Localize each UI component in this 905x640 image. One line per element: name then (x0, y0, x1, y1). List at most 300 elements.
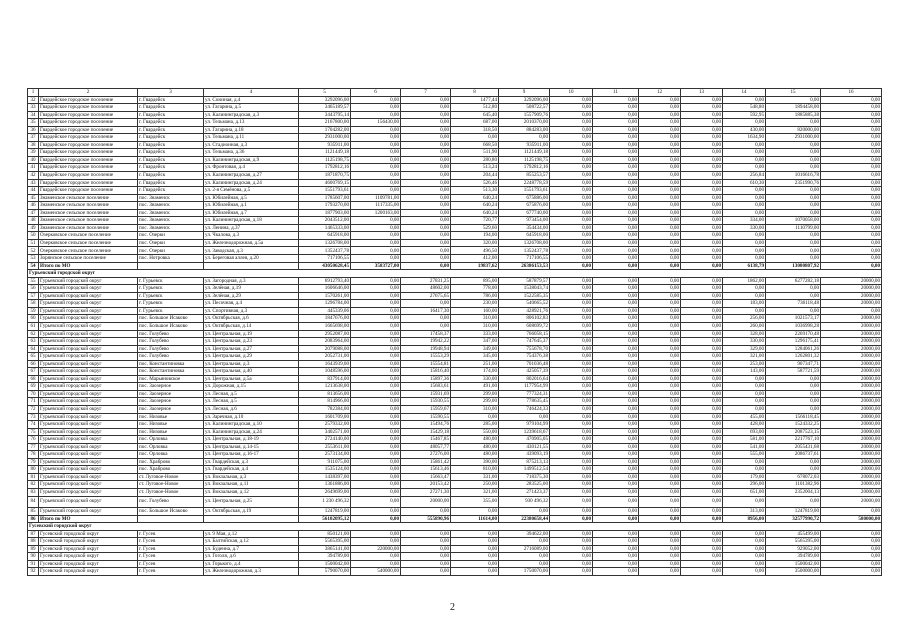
table-cell: 0,00 (451, 538, 499, 546)
table-cell: 20000,00 (821, 428, 882, 436)
table-cell: 0,00 (681, 413, 723, 421)
table-cell: 445339,06 (299, 307, 351, 315)
table-cell: 555,00 (723, 451, 766, 459)
table-cell: 0,00 (821, 164, 882, 172)
table-cell: пос. Низовье (138, 413, 204, 421)
table-cell: 746424,33 (499, 405, 550, 413)
table-cell: ул. Балтийская, д.12 (204, 538, 299, 546)
table-cell: ул. Центральная, д.29 (204, 353, 299, 361)
table-cell: 0,00 (550, 413, 593, 421)
table-cell: 2043512,00 (299, 217, 351, 225)
table-cell: 296,00 (723, 481, 766, 489)
table-cell: пос. Голубево (138, 353, 204, 361)
table-cell: г. Гурьевск (138, 307, 204, 315)
table-cell: 718375,30 (499, 473, 550, 481)
table-cell: 27271,30 (401, 488, 451, 496)
table-cell: 0,00 (681, 496, 723, 508)
table-cell: Гвардейское городское поселение (39, 187, 138, 195)
table-cell: 511,90 (451, 149, 499, 157)
table-cell: 27276,00 (401, 451, 451, 459)
table-cell: 425057,39 (499, 368, 550, 376)
table-cell: ул. Лесная, д.6 (204, 405, 299, 413)
table-cell: 0,00 (351, 413, 401, 421)
table-cell: г. Гурьевск (138, 292, 204, 300)
table-cell: 0,00 (639, 111, 681, 119)
table-cell: 60 (28, 315, 39, 323)
table-cell: 428921,76 (499, 307, 550, 315)
table-cell: 0,00 (639, 292, 681, 300)
table-row (28, 428, 882, 436)
table-cell: 12 (639, 89, 681, 97)
table-cell: 0,00 (499, 560, 550, 568)
table-cell: ул. Центральная, д.3 (204, 360, 299, 368)
table-cell: 0,00 (593, 473, 639, 481)
table-cell: 550,00 (451, 428, 499, 436)
table-cell: 91 (28, 560, 39, 568)
table-cell: 5 (299, 89, 351, 97)
table-cell: 1284061,26 (766, 345, 821, 353)
table-cell: 15897,36 (401, 375, 451, 383)
table-cell: 1177954,99 (499, 383, 550, 391)
table-cell: 194,00 (451, 232, 499, 240)
table-cell: ул. Калининградская, д.10 (204, 421, 299, 429)
table-cell: 74 (28, 421, 39, 429)
table-cell: 777324,31 (499, 390, 550, 398)
table-cell: ул. Центральная, д.40 (204, 368, 299, 376)
table-cell: 0,00 (550, 436, 593, 444)
table-cell: 645918,00 (499, 232, 550, 240)
table-cell: г. Гвардейск (138, 96, 204, 104)
table-cell: 778635,45 (499, 398, 550, 406)
table-cell: 0,00 (723, 239, 766, 247)
table-cell: 0,00 (550, 398, 593, 406)
table-cell: 0,00 (821, 149, 882, 157)
table-cell: пос. Озерки (138, 247, 204, 255)
table-cell: 0,00 (821, 538, 882, 546)
table-cell: 2079088,00 (299, 345, 351, 353)
table-cell: 0,00 (681, 390, 723, 398)
table-cell: ул. Калининградская, д.9 (204, 156, 299, 164)
table-cell: 0,00 (766, 375, 821, 383)
table-cell: Гурьевский городской округ (39, 458, 138, 466)
table-cell: 20000,00 (821, 338, 882, 346)
table-cell: пос. Голубево (138, 330, 204, 338)
table-cell: 46 (28, 202, 39, 210)
table-cell: 0,00 (550, 141, 593, 149)
table-cell: 3583727,00 (351, 262, 401, 270)
table-cell: 0,00 (550, 451, 593, 459)
table-cell: 0,00 (639, 413, 681, 421)
table-cell: пос. Марьяновское (138, 375, 204, 383)
table-cell: 0,00 (351, 300, 401, 308)
table-cell: Гвардейское городское поселение (39, 111, 138, 119)
table-cell: 280,80 (451, 156, 499, 164)
table-cell: 0,00 (766, 239, 821, 247)
table-cell: 37 (28, 134, 39, 142)
table-cell: 0,00 (766, 255, 821, 263)
table-cell: 0,00 (681, 345, 723, 353)
table-cell: 0,00 (821, 141, 882, 149)
table-cell: 0,00 (351, 345, 401, 353)
table-cell: 0,00 (593, 530, 639, 538)
table-cell: 0,00 (550, 560, 593, 568)
table-cell: ул. Калининградская, д.18 (204, 217, 299, 225)
table-cell: Гурьевский городской округ (39, 300, 138, 308)
table-cell: 0,00 (681, 488, 723, 496)
table-cell: 0,00 (550, 156, 593, 164)
table-cell: 15930,55 (401, 398, 451, 406)
table-row (28, 300, 882, 308)
table-cell: ул. Ленина, д.37 (204, 224, 299, 232)
table-row (28, 277, 882, 285)
table-cell: г. Гурьевск (138, 277, 204, 285)
table-cell: 0,00 (401, 172, 451, 180)
table-row (28, 568, 882, 576)
table-cell: 480,00 (451, 436, 499, 444)
table-cell: 1048596,00 (299, 368, 351, 376)
table-row (28, 451, 882, 459)
table-cell: 0,00 (593, 330, 639, 338)
table-cell: 0,00 (593, 164, 639, 172)
table-cell: ул. Зелёная, д.29 (204, 292, 299, 300)
table-cell: 0,00 (639, 488, 681, 496)
table-row (28, 553, 882, 561)
table-cell: 0,00 (681, 172, 723, 180)
table-cell: 0,00 (593, 458, 639, 466)
table-cell: 0,00 (723, 530, 766, 538)
table-cell: пос. Голубево (138, 496, 204, 508)
table-cell: 0,00 (593, 262, 639, 270)
table-cell: 0,00 (401, 134, 451, 142)
table-cell: 592,95 (723, 111, 766, 119)
table-cell: 15931,69 (401, 390, 451, 398)
table-cell: 20000,00 (821, 292, 882, 300)
table-cell: 19942,22 (401, 338, 451, 346)
table-cell: 65 (28, 353, 39, 361)
table-cell: 513,24 (451, 164, 499, 172)
table-cell: 0,00 (639, 353, 681, 361)
table-cell: 8956,00 (723, 515, 766, 523)
table-cell: 347,00 (451, 338, 499, 346)
table-cell: 0,00 (639, 451, 681, 459)
table-cell: 2649699,00 (299, 488, 351, 496)
table-cell: 0,00 (639, 405, 681, 413)
table-cell: Гусевский городской округ (39, 568, 138, 576)
table-cell: 3465189,57 (299, 104, 351, 112)
table-cell: 0,00 (681, 398, 723, 406)
table-cell: 54 (28, 262, 39, 270)
table-cell: 0,00 (550, 375, 593, 383)
table-cell: 0,00 (639, 560, 681, 568)
table-cell: 6277282,18 (766, 277, 821, 285)
table-cell: 0,00 (639, 515, 681, 523)
table-cell: 930 496,32 (499, 496, 550, 508)
table-cell: 354434,00 (499, 224, 550, 232)
table-cell: 92 (28, 568, 39, 576)
table-cell: 13 (681, 89, 723, 97)
table-cell: Гурьевский городской округ (39, 368, 138, 376)
table-cell: 0,00 (766, 398, 821, 406)
table-cell: 640,24 (451, 209, 499, 217)
table-cell: 0,00 (351, 239, 401, 247)
table-cell: пос. Знаменск (138, 194, 204, 202)
table-cell: пос. Озерки (138, 232, 204, 240)
table-cell: 90 (28, 553, 39, 561)
table-cell: 0,00 (550, 383, 593, 391)
table-cell: г. Гвардейск (138, 179, 204, 187)
table-cell: 0,00 (639, 119, 681, 127)
table-cell: 0,00 (593, 545, 639, 553)
table-cell: 0,00 (499, 134, 550, 142)
table-cell: ул. Стадионная, д.3 (204, 141, 299, 149)
table-cell: 40 (28, 156, 39, 164)
table-cell: 0,00 (593, 96, 639, 104)
table-cell: 1665698,00 (299, 322, 351, 330)
table-cell: 38 (28, 141, 39, 149)
table-cell: 1500042,00 (766, 560, 821, 568)
table-cell: 0,00 (639, 217, 681, 225)
table-cell: 0,00 (766, 202, 821, 210)
table-cell: 0,00 (723, 285, 766, 293)
table-cell: 0,00 (639, 232, 681, 240)
table-row (28, 217, 882, 225)
table-cell: 0,00 (593, 315, 639, 323)
table-cell: 52 (28, 247, 39, 255)
table-cell: 0,00 (593, 224, 639, 232)
table-cell: 6138,79 (723, 262, 766, 270)
table-cell: 3292096,00 (299, 96, 351, 104)
table-cell: 0,00 (821, 508, 882, 516)
table-cell: 0,00 (351, 383, 401, 391)
table-cell: 0,00 (351, 473, 401, 481)
table-cell: 0,00 (550, 428, 593, 436)
table-cell: пос. Голубево (138, 345, 204, 353)
table-cell: 1862,00 (723, 277, 766, 285)
table-cell: 0,00 (681, 126, 723, 134)
table-cell: 0,00 (821, 247, 882, 255)
table-cell: 20000,00 (821, 330, 882, 338)
table-row (28, 545, 882, 553)
table-cell: ул. Спортивная, д.3 (204, 307, 299, 315)
table-cell: 0,00 (550, 368, 593, 376)
table-cell: 0,00 (821, 239, 882, 247)
table-cell: 81 (28, 473, 39, 481)
table-row (28, 353, 882, 361)
table-cell: 0,00 (766, 232, 821, 240)
table-cell: 651,00 (723, 488, 766, 496)
table-cell: ул. Центральная, д.5а (204, 375, 299, 383)
table-cell: 9 (499, 89, 550, 97)
table-cell: 20000,00 (821, 322, 882, 330)
table-cell: 677740,00 (499, 209, 550, 217)
table-cell: 430121,55 (499, 443, 550, 451)
table-cell: 27831,25 (401, 277, 451, 285)
table-cell: 0,00 (723, 398, 766, 406)
table-cell: 0,00 (351, 405, 401, 413)
table-cell: 0,00 (723, 149, 766, 157)
table-row (28, 149, 882, 157)
table-cell: 1551793,61 (299, 187, 351, 195)
table-cell: 0,00 (681, 375, 723, 383)
table-cell: 0,00 (681, 217, 723, 225)
table-cell: 668,50 (451, 141, 499, 149)
table-cell: 299,00 (451, 390, 499, 398)
table-cell: Гурьевский городской округ (39, 451, 138, 459)
table-cell: 0,00 (593, 375, 639, 383)
table-cell: 72 (28, 405, 39, 413)
table-cell: ул. Юбилейная, д.7 (204, 209, 299, 217)
table-cell: г. Гусев (138, 530, 204, 538)
table-cell: ул. Береговая аллея, д.20 (204, 255, 299, 263)
table-cell: ул. Гагарина, д.18 (204, 126, 299, 134)
table-cell: 16 (821, 89, 882, 97)
table-cell: 0,00 (766, 187, 821, 195)
table-cell: 0,00 (593, 390, 639, 398)
table-cell: пос. Константиновка (138, 360, 204, 368)
table-cell: пос. Заозерное (138, 383, 204, 391)
table-cell: 0,00 (351, 277, 401, 285)
table-cell: 0,00 (401, 232, 451, 240)
table-cell: 0,00 (550, 530, 593, 538)
table-row (28, 194, 882, 202)
table-cell: 0,00 (593, 156, 639, 164)
table-cell: 20000,00 (821, 360, 882, 368)
table-cell: 3402571,00 (299, 428, 351, 436)
table-row (28, 111, 882, 119)
table-cell: 0,00 (550, 292, 593, 300)
table-cell: 6912793,40 (299, 277, 351, 285)
table-cell: 318,50 (451, 126, 499, 134)
table-cell: Гусевский городской округ (39, 538, 138, 546)
table-cell: 0,00 (723, 538, 766, 546)
table-cell: 0,00 (681, 104, 723, 112)
table-cell: 1121449,18 (499, 149, 550, 157)
table-cell: 0,00 (639, 141, 681, 149)
table-cell: 0,00 (639, 553, 681, 561)
table-cell: 0,00 (550, 194, 593, 202)
table-cell: 0,00 (593, 277, 639, 285)
table-cell: 0,00 (351, 285, 401, 293)
table-cell: 0,00 (451, 134, 499, 142)
table-cell: ул. Гвардейская, д.3 (204, 458, 299, 466)
table-cell: 0,00 (766, 383, 821, 391)
table-cell: Гурьевский городской округ (39, 338, 138, 346)
table-cell: 0,00 (681, 224, 723, 232)
table-row (28, 285, 882, 293)
table-cell: 20000,00 (821, 488, 882, 496)
table-row (28, 405, 882, 413)
table-cell: Гвардейское городское поселение (39, 134, 138, 142)
table-cell: 0,00 (639, 262, 681, 270)
table-cell: 2217767,10 (766, 436, 821, 444)
table-cell: 0,00 (723, 209, 766, 217)
table-cell: 678072,03 (766, 473, 821, 481)
table-cell: 1500042,00 (299, 560, 351, 568)
table-cell (138, 515, 204, 523)
table-cell: ул. Союзная, д.4 (204, 96, 299, 104)
table-cell: 3865141,00 (299, 545, 351, 553)
table-cell: 720,77 (451, 217, 499, 225)
table-cell: 0,00 (499, 553, 550, 561)
table-cell: 0,00 (639, 375, 681, 383)
table-cell: 20000,00 (821, 451, 882, 459)
table-cell: ул. Тельмана, д.13 (204, 119, 299, 127)
table-cell: 1 230 496,32 (299, 496, 351, 508)
table-cell: 0,00 (639, 473, 681, 481)
table-cell: 394789,00 (299, 553, 351, 561)
table-cell: 0,00 (639, 421, 681, 429)
table-cell: 50 (28, 232, 39, 240)
table-cell: 0,00 (723, 553, 766, 561)
table-cell: 1 (28, 89, 39, 97)
table-cell: 0,00 (723, 141, 766, 149)
table-cell: 0,00 (639, 307, 681, 315)
table-cell: 32577990,72 (766, 515, 821, 523)
table-cell: 331,00 (451, 473, 499, 481)
table-cell: 0,00 (351, 111, 401, 119)
table-cell: 19948,94 (401, 345, 451, 353)
table-cell: 610,30 (723, 179, 766, 187)
table-cell: г. Гвардейск (138, 187, 204, 195)
table-cell: 0,00 (550, 473, 593, 481)
table-cell: Гурьевский городской округ (39, 428, 138, 436)
table-cell: 0,00 (723, 255, 766, 263)
table-cell: 0,00 (550, 96, 593, 104)
table-cell: Гурьевский городской округ (39, 285, 138, 293)
table-cell: ул. Гвардейская, д.4 (204, 466, 299, 474)
table-cell: 0,00 (401, 239, 451, 247)
table-cell: Гвардейское городское поселение (39, 96, 138, 104)
table-cell: Итого по МО (39, 515, 138, 523)
table-cell: ул. Калининградская, д.24 (204, 428, 299, 436)
table-cell: 1213638,00 (299, 383, 351, 391)
table-cell: Знаменское сельское поселение (39, 202, 138, 210)
table-cell: 0,00 (639, 149, 681, 157)
table-cell: 75 (28, 428, 39, 436)
table-cell: ул. Центральная, д.18-19 (204, 436, 299, 444)
table-row (28, 292, 882, 300)
table-cell: г. Гвардейск (138, 134, 204, 142)
table-cell: 16417,30 (401, 307, 451, 315)
table-cell: 0,00 (681, 239, 723, 247)
table-cell: 0,00 (639, 209, 681, 217)
table-cell: 53 (28, 255, 39, 263)
table-cell: 10 (550, 89, 593, 97)
table-cell: 0,00 (766, 292, 821, 300)
table-cell: г. Гвардейск (138, 104, 204, 112)
table-cell: 0,00 (681, 255, 723, 263)
table-cell: 0,00 (351, 488, 401, 496)
table-cell: 0,00 (550, 239, 593, 247)
table-cell: 0,00 (639, 239, 681, 247)
table-cell: 0,00 (639, 96, 681, 104)
table-cell: 0,00 (681, 338, 723, 346)
table-cell: 0,00 (550, 481, 593, 489)
table-cell: ул. Октябрьская, д.14 (204, 322, 299, 330)
table-cell: 15816,40 (401, 368, 451, 376)
table-cell: 640,24 (451, 202, 499, 210)
table-cell: 0,00 (351, 156, 401, 164)
table-cell: 0,00 (821, 202, 882, 210)
table-cell: 0,00 (681, 292, 723, 300)
table-cell: 0,00 (351, 247, 401, 255)
table-cell: 2351990,76 (766, 179, 821, 187)
table-cell: 1477,44 (451, 96, 499, 104)
table-cell: 0,00 (401, 255, 451, 263)
table-cell: 526,46 (451, 179, 499, 187)
table-cell: 496,50 (451, 247, 499, 255)
table-cell: 1200163,00 (351, 209, 401, 217)
